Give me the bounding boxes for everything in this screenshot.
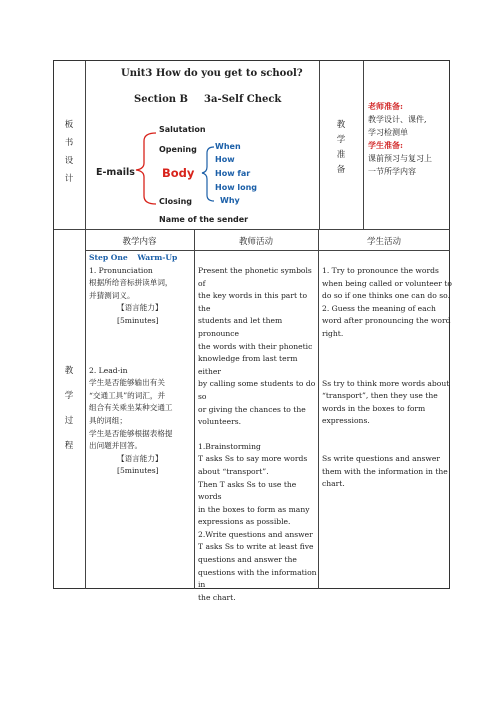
divider-section [54, 229, 450, 230]
lesson-plan-table [53, 60, 452, 602]
student-prep-heading: 学生准备: [368, 140, 403, 150]
divider-prep-right [363, 61, 364, 229]
divider-col1 [194, 229, 195, 589]
unit-title: Unit3 How do you get to school? [121, 68, 303, 79]
teacher-activity-cell: Present the phonetic symbols of the key words in this part to the students and let them pronounce the words with their phonetic knowledge from last term either by calling some students to do so or giving the chances to the volunteers. 1.Brainstorming T asks Ss to say more words about “transport”. Then T asks Ss to use the words in the boxes to form as many expressions as possible. 2.Write questions and answer T asks Ss to write at least five questions and answer the questions with the information in the chart. [198, 266, 317, 602]
header-student-activity: 学生活动 [366, 237, 401, 247]
question-how-long: How long [215, 183, 258, 192]
section-title: Section B [134, 94, 188, 105]
teaching-process-label: 教 学 过 程 [64, 366, 74, 451]
student-activity-cell: 1. Try to pronounce the words when being called or volunteer to do so if one thinks one can do so. 2. Guess the meaning of each word after pronouncing the word right. Ss try to think more words about “transport”, then they use the words in the boxes to form expressions. Ss write questions and answer them with the information in the chart. [322, 266, 452, 489]
teaching-prep-label: 教 学 准 备 [336, 120, 346, 175]
board-design-label: 板 书 设 计 [64, 120, 74, 184]
header-content: 教学内容 [122, 237, 157, 247]
question-how-far: How far [215, 169, 251, 178]
divider-board-right [319, 61, 320, 229]
body-label: Body [162, 166, 195, 180]
sender-name-label: Name of the sender [159, 215, 249, 224]
teaching-content-cell: Step One Warm-Up 1. Pronunciation 根据所给音标拼读单词， 并猜测词义。 【语言能力】 [5minutes] 2. Lead-in 学生是否能够输出有关 “交通工具”的词汇，并 组合有关乘坐某种交通工 具的词组； 学生是否能够根据表格提 出问题并回答。 【语言能力】 [5minutes] [89, 252, 193, 478]
teacher-prep-heading: 老师准备: [368, 101, 403, 111]
question-how: How [215, 155, 235, 164]
emails-label: E-mails [96, 167, 135, 178]
question-why: Why [220, 196, 240, 205]
divider-header [85, 250, 450, 251]
question-when: When [215, 142, 241, 151]
closing-label: Closing [159, 197, 193, 206]
subsection-title: 3a-Self Check [204, 94, 282, 105]
teaching-prep-content: 老师准备: 教学设计、课件, 学习检测单 学生准备: 课前预习与复习上 一节所学内容 [368, 101, 432, 176]
opening-label: Opening [159, 145, 197, 154]
header-teacher-activity: 教师活动 [238, 237, 273, 247]
salutation-label: Salutation [159, 125, 206, 134]
step-one-heading: Step One Warm-Up [89, 253, 178, 262]
